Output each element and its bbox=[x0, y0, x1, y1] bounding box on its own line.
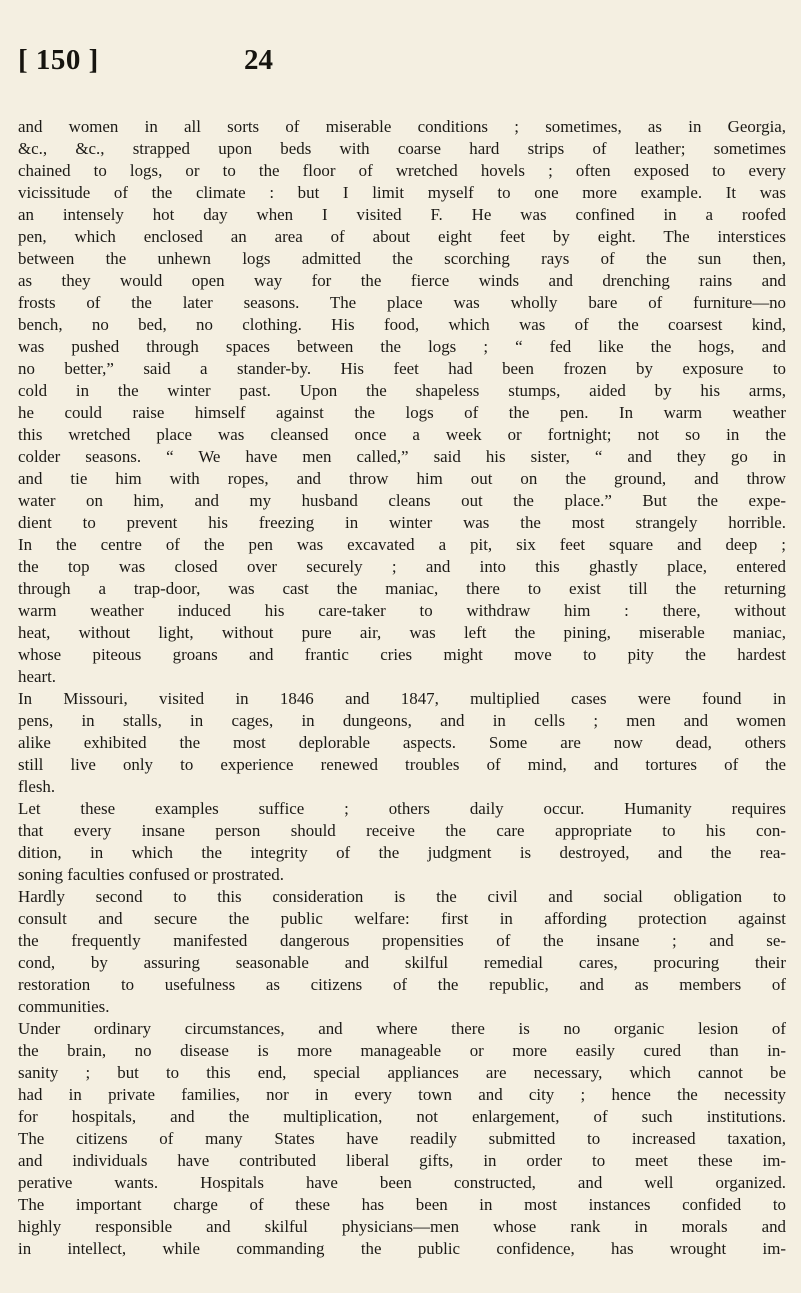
page-header bbox=[18, 44, 783, 84]
text-line: pens, in stalls, in cages, in dungeons, and in cells ; men and women bbox=[18, 711, 786, 730]
text-line: whose piteous groans and frantic cries might move to pity the hardest bbox=[18, 645, 786, 664]
text-line: no better,” said a stander-by. His feet had been frozen by exposure to bbox=[18, 359, 786, 378]
text-line: still live only to experience renewed troubles of mind, and tortures of the bbox=[18, 755, 786, 774]
text-line: the frequently manifested dangerous propensities of the insane ; and se- bbox=[18, 931, 786, 950]
text-line: cond, by assuring seasonable and skilful remedial cares, procuring their bbox=[18, 953, 786, 972]
text-line: had in private families, nor in every town and city ; hence the necessity bbox=[18, 1085, 786, 1104]
text-line: warm weather induced his care-taker to withdraw him : there, without bbox=[18, 601, 786, 620]
text-line: Hardly second to this consideration is the civil and social obligation to bbox=[18, 887, 786, 906]
text-line: this wretched place was cleansed once a week or fortnight; not so in the bbox=[18, 425, 786, 444]
text-line: communities. bbox=[18, 997, 110, 1016]
text-line: bench, no bed, no clothing. His food, which was of the coarsest kind, bbox=[18, 315, 786, 334]
text-line: In the centre of the pen was excavated a pit, six feet square and deep ; bbox=[18, 535, 786, 554]
text-line: heart. bbox=[18, 667, 56, 686]
text-line: for hospitals, and the multiplication, not enlargement, of such institutions. bbox=[18, 1107, 786, 1126]
text-line: chained to logs, or to the floor of wretched hovels ; often exposed to every bbox=[18, 161, 786, 180]
text-line: between the unhewn logs admitted the scorching rays of the sun then, bbox=[18, 249, 786, 268]
text-line: and women in all sorts of miserable conditions ; sometimes, as in Georgia, bbox=[18, 117, 786, 136]
text-line: through a trap-door, was cast the maniac, there to exist till the returning bbox=[18, 579, 786, 598]
text-line: an intensely hot day when I visited F. He was confined in a roofed bbox=[18, 205, 786, 224]
text-line: as they would open way for the fierce winds and drenching rains and bbox=[18, 271, 786, 290]
text-line: dient to prevent his freezing in winter was the most strangely horrible. bbox=[18, 513, 786, 532]
text-line: highly responsible and skilful physicians—men whose rank in morals and bbox=[18, 1217, 786, 1236]
text-line: colder seasons. “ We have men called,” said his sister, “ and they go in bbox=[18, 447, 786, 466]
text-line: flesh. bbox=[18, 777, 56, 796]
text-line: dition, in which the integrity of the judgment is destroyed, and the rea- bbox=[18, 843, 786, 862]
text-line: the top was closed over securely ; and into this ghastly place, entered bbox=[18, 557, 786, 576]
text-line: pen, which enclosed an area of about eight feet by eight. The interstices bbox=[18, 227, 786, 246]
text-line: alike exhibited the most deplorable aspects. Some are now dead, others bbox=[18, 733, 786, 752]
text-line: vicissitude of the climate : but I limit myself to one more example. It was bbox=[18, 183, 786, 202]
text-line: and tie him with ropes, and throw him out on the ground, and throw bbox=[18, 469, 786, 488]
text-line: and individuals have contributed liberal gifts, in order to meet these im- bbox=[18, 1151, 786, 1170]
text-line: water on him, and my husband cleans out the place.” But the expe- bbox=[18, 491, 786, 510]
text-line: perative wants. Hospitals have been constructed, and well organized. bbox=[18, 1173, 786, 1192]
signature-mark: 24 bbox=[244, 44, 273, 76]
text-line: consult and secure the public welfare: first in affording protection against bbox=[18, 909, 786, 928]
page-number: [ 150 ] bbox=[18, 44, 99, 76]
text-line: the brain, no disease is more manageable or more easily cured than in- bbox=[18, 1041, 786, 1060]
text-line: heat, without light, without pure air, was left the pining, miserable maniac, bbox=[18, 623, 786, 642]
text-line: The important charge of these has been in most instances confided to bbox=[18, 1195, 786, 1214]
text-line: Let these examples suffice ; others daily occur. Humanity requires bbox=[18, 799, 786, 818]
text-line: sanity ; but to this end, special appliances are necessary, which cannot be bbox=[18, 1063, 786, 1082]
text-line: cold in the winter past. Upon the shapeless stumps, aided by his arms, bbox=[18, 381, 786, 400]
body-text bbox=[18, 116, 786, 1260]
text-line: Under ordinary circumstances, and where there is no organic lesion of bbox=[18, 1019, 786, 1038]
text-line: soning faculties confused or prostrated. bbox=[18, 865, 284, 884]
text-line: was pushed through spaces between the logs ; “ fed like the hogs, and bbox=[18, 337, 786, 356]
text-line: In Missouri, visited in 1846 and 1847, multiplied cases were found in bbox=[18, 689, 786, 708]
text-line: restoration to usefulness as citizens of the republic, and as members of bbox=[18, 975, 786, 994]
text-line: The citizens of many States have readily submitted to increased taxation, bbox=[18, 1129, 786, 1148]
text-line: frosts of the later seasons. The place was wholly bare of furniture—no bbox=[18, 293, 786, 312]
text-line: &c., &c., strapped upon beds with coarse hard strips of leather; sometimes bbox=[18, 139, 786, 158]
text-line: in intellect, while commanding the public confidence, has wrought im- bbox=[18, 1239, 786, 1258]
text-line: he could raise himself against the logs of the pen. In warm weather bbox=[18, 403, 786, 422]
text-line: that every insane person should receive the care appropriate to his con- bbox=[18, 821, 786, 840]
